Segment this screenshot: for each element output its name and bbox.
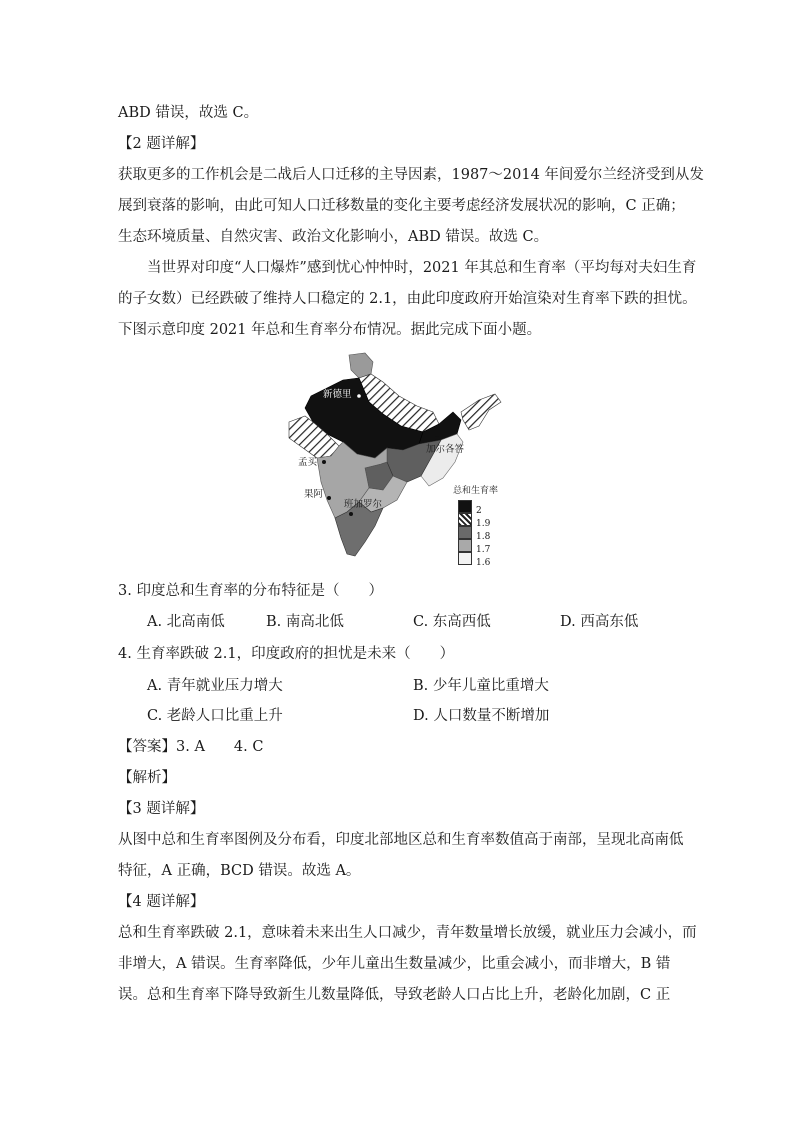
- option-4b: B. 少年儿童比重增大: [413, 678, 549, 694]
- text-line: 当世界对印度“人口爆炸”感到忧心忡忡时，2021 年其总和生育率（平均每对夫妇生育: [147, 260, 697, 276]
- legend-label: 1.9: [476, 519, 491, 529]
- section-heading: 【2 题详解】: [118, 136, 205, 152]
- text-line: 获取更多的工作机会是二战后人口迁移的主导因素，1987～2014 年间爱尔兰经济受到从发: [118, 167, 704, 183]
- option-4a: A. 青年就业压力增大: [147, 678, 283, 694]
- legend-swatch-2: [458, 500, 472, 513]
- legend-label: 1.8: [476, 532, 491, 542]
- section-heading: 【3 题详解】: [118, 801, 205, 817]
- text-line: 展到衰落的影响，由此可知人口迁移数量的变化主要考虑经济发展状况的影响，C 正确；: [118, 198, 685, 214]
- text-line: ABD 错误，故选 C。: [118, 105, 259, 121]
- city-label-delhi: 新德里: [323, 389, 352, 400]
- option-4c: C. 老龄人口比重上升: [147, 708, 283, 724]
- question-4: 4. 生育率跌破 2.1，印度政府的担忧是未来（ ）: [118, 646, 455, 662]
- option-3c: C. 东高西低: [413, 614, 491, 630]
- city-label-bangalore: 班加罗尔: [344, 499, 383, 510]
- legend-label: 2: [476, 506, 482, 516]
- option-3b: B. 南高北低: [266, 614, 344, 630]
- city-dot-delhi: [357, 394, 361, 398]
- legend-swatch-1-6: [458, 552, 472, 565]
- option-3a: A. 北高南低: [147, 614, 225, 630]
- legend-label: 1.7: [476, 545, 491, 555]
- analysis-heading: 【解析】: [118, 770, 176, 786]
- city-label-goa: 果阿: [304, 489, 324, 500]
- text-line: 总和生育率跌破 2.1，意味着未来出生人口减少，青年数量增长放缓，就业压力会减小，而: [118, 925, 697, 941]
- option-4d: D. 人口数量不断增加: [413, 708, 550, 724]
- option-3d: D. 西高东低: [560, 614, 639, 630]
- legend-swatch-1-9: [458, 513, 472, 526]
- text-line: 的子女数）已经跌破了维持人口稳定的 2.1，由此印度政府开始渲染对生育率下跌的担忧。: [118, 291, 697, 307]
- text-line: 特征，A 正确，BCD 错误。故选 A。: [118, 863, 361, 879]
- text-line: 非增大，A 错误。生育率降低，少年儿童出生数量减少，比重会减小，而非增大，B 错: [118, 956, 671, 972]
- city-dot-kolkata: [435, 436, 439, 440]
- text-line: 下图示意印度 2021 年总和生育率分布情况。据此完成下面小题。: [118, 322, 542, 338]
- legend-swatch-1-8: [458, 526, 472, 539]
- city-dot-mumbai: [322, 460, 326, 464]
- legend-label: 1.6: [476, 558, 491, 568]
- section-heading: 【4 题详解】: [118, 894, 205, 910]
- city-dot-bangalore: [349, 512, 353, 516]
- city-label-kolkata: 加尔各答: [426, 444, 465, 455]
- text-line: 从图中总和生育率图例及分布看，印度北部地区总和生育率数值高于南部，呈现北高南低: [118, 832, 684, 848]
- city-dot-goa: [327, 496, 331, 500]
- text-line: 误。总和生育率下降导致新生儿数量降低，导致老龄人口占比上升，老龄化加剧，C 正: [118, 987, 671, 1003]
- text-line: 生态环境质量、自然灾害、政治文化影响小，ABD 错误。故选 C。: [118, 229, 549, 245]
- region-northeast-hatched: [461, 394, 501, 430]
- answer-line: 【答案】3. A 4. C: [118, 739, 264, 755]
- city-label-mumbai: 孟买: [298, 457, 318, 468]
- legend-swatch-1-7: [458, 539, 472, 552]
- legend-title: 总和生育率: [453, 486, 499, 496]
- question-3: 3. 印度总和生育率的分布特征是（ ）: [118, 583, 383, 599]
